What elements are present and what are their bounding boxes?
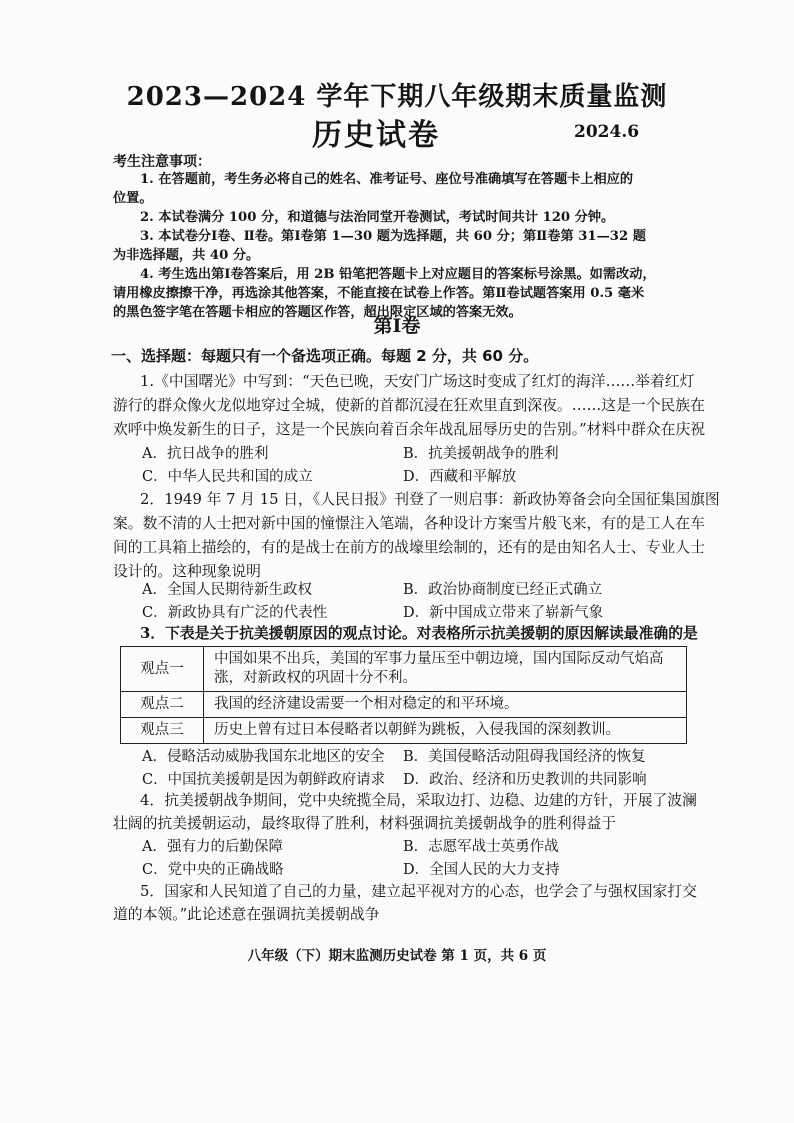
question-1-line: 游行的群众像火龙似地穿过全城，使新的首都沉浸在狂欢里直到深夜。……这是一个民族在 (113, 397, 705, 414)
viewpoint-text: 我国的经济建设需要一个相对稳定的和平环境。 (204, 692, 687, 718)
question-4-option-a: A．强有力的后勤保障 (142, 839, 283, 855)
question-3-line: 3．下表是关于抗美援朝原因的观点讨论。对表格所示抗美援朝的原因解读最准确的是 (140, 625, 698, 642)
question-5-line: 5．国家和人民知道了自己的力量，建立起平视对方的心态，也学会了与强权国家打交 (140, 883, 697, 900)
question-1-option-a: A．抗日战争的胜利 (142, 446, 269, 462)
question-2-option-d: D．新中国成立带来了崭新气象 (403, 605, 604, 621)
question-4-option-c: C．党中央的正确战略 (142, 862, 284, 878)
question-2-line: 2．1949 年 7 月 15 日，《人民日报》刊登了一则启事：新政协筹备会向全国征集国旗图 (140, 491, 720, 508)
table-row (121, 692, 687, 718)
question-4-line: 4．抗美援朝战争期间，党中央统揽全局，采取边打、边稳、边建的方针，开展了波澜 (140, 792, 697, 809)
exam-date: 2024.6 (574, 122, 640, 142)
notice-line: 为非选择题，共 40 分。 (113, 248, 260, 263)
notice-line: 1. 在答题前，考生务必将自己的姓名、准考证号、座位号准确填写在答题卡上相应的 (140, 172, 634, 187)
question-1-option-b: B．抗美援朝战争的胜利 (403, 446, 559, 462)
viewpoint-label: 观点三 (121, 718, 204, 744)
question-5-line: 道的本领。”此论述意在强调抗美援朝战争 (113, 906, 380, 923)
exam-title: 2023—2024 学年下期八年级期末质量监测 (126, 82, 668, 112)
question-4-line: 壮阔的抗美援朝运动，最终取得了胜利，材料强调抗美援朝战争的胜利得益于 (113, 815, 617, 832)
question-2-line: 间的工具箱上描绘的，有的是战士在前方的战壕里绘制的，还有的是由知名人士、专业人士 (113, 539, 705, 556)
table-row (121, 718, 687, 744)
question-2-option-b: B．政治协商制度已经正式确立 (403, 582, 603, 598)
question-1-option-c: C．中华人民共和国的成立 (142, 469, 313, 485)
page-footer: 八年级（下）期末监测历史试卷 第 1 页，共 6 页 (247, 948, 547, 964)
question-2-line: 案。数不清的人士把对新中国的憧憬注入笔端，各种设计方案雪片般飞来，有的是工人在车 (113, 515, 705, 532)
question-2-line: 设计的。这种现象说明 (113, 563, 261, 580)
viewpoint-text: 中国如果不出兵，美国的军事力量压至中朝边境，国内国际反动气焰高涨，对新政权的巩固十分不利。 (204, 647, 687, 692)
viewpoints-table (120, 646, 687, 744)
question-1-line: 1.《中国曙光》中写到：“天色已晚，天安门广场这时变成了红灯的海洋……举着红灯 (140, 373, 695, 390)
notice-line: 位置。 (113, 191, 153, 206)
part-heading: 一、选择题：每题只有一个备选项正确。每题 2 分，共 60 分。 (111, 347, 539, 365)
question-4-option-b: B．志愿军战士英勇作战 (403, 839, 559, 855)
subject-title: 历史试卷 (312, 118, 440, 153)
notice-heading: 考生注意事项： (113, 154, 211, 170)
question-3-option-c: C．中国抗美援朝是因为朝鲜政府请求 (142, 772, 386, 788)
notice-line: 3. 本试卷分Ⅰ卷、Ⅱ卷。第Ⅰ卷第 1—30 题为选择题，共 60 分；第Ⅱ卷第 31—32 题 (140, 229, 646, 244)
question-2-option-a: A．全国人民期待新生政权 (142, 582, 312, 598)
notice-line: 请用橡皮擦擦干净，再选涂其他答案，不能直接在试卷上作答。第Ⅱ卷试题答案用 0.5 毫米 (113, 286, 645, 301)
viewpoint-label: 观点一 (121, 647, 204, 692)
question-1-option-d: D．西藏和平解放 (403, 469, 517, 485)
question-3-option-d: D．政治、经济和历史教训的共同影响 (403, 772, 647, 788)
question-2-option-c: C．新政协具有广泛的代表性 (142, 605, 328, 621)
notice-line: 的黑色签字笔在答题卡相应的答题区作答，超出限定区域的答案无效。 (113, 305, 522, 320)
table-row (121, 647, 687, 692)
question-4-option-d: D．全国人民的大力支持 (403, 862, 560, 878)
question-1-line: 欢呼中焕发新生的日子，这是一个民族向着百余年战乱屈辱历史的告别。”材料中群众在庆祝 (113, 421, 706, 438)
viewpoint-label: 观点二 (121, 692, 204, 718)
question-3-option-b: B．美国侵略活动阻碍我国经济的恢复 (403, 749, 646, 765)
section-title: 第Ⅰ卷 (373, 315, 421, 337)
viewpoint-text: 历史上曾有过日本侵略者以朝鲜为跳板，入侵我国的深刻教训。 (204, 718, 687, 744)
notice-line: 2. 本试卷满分 100 分，和道德与法治同堂开卷测试，考试时间共计 120 分钟。 (140, 210, 615, 225)
question-3-option-a: A．侵略活动威胁我国东北地区的安全 (142, 749, 385, 765)
notice-line: 4. 考生选出第Ⅰ卷答案后，用 2B 铅笔把答题卡上对应题目的答案标号涂黑。如需改动， (140, 267, 656, 282)
